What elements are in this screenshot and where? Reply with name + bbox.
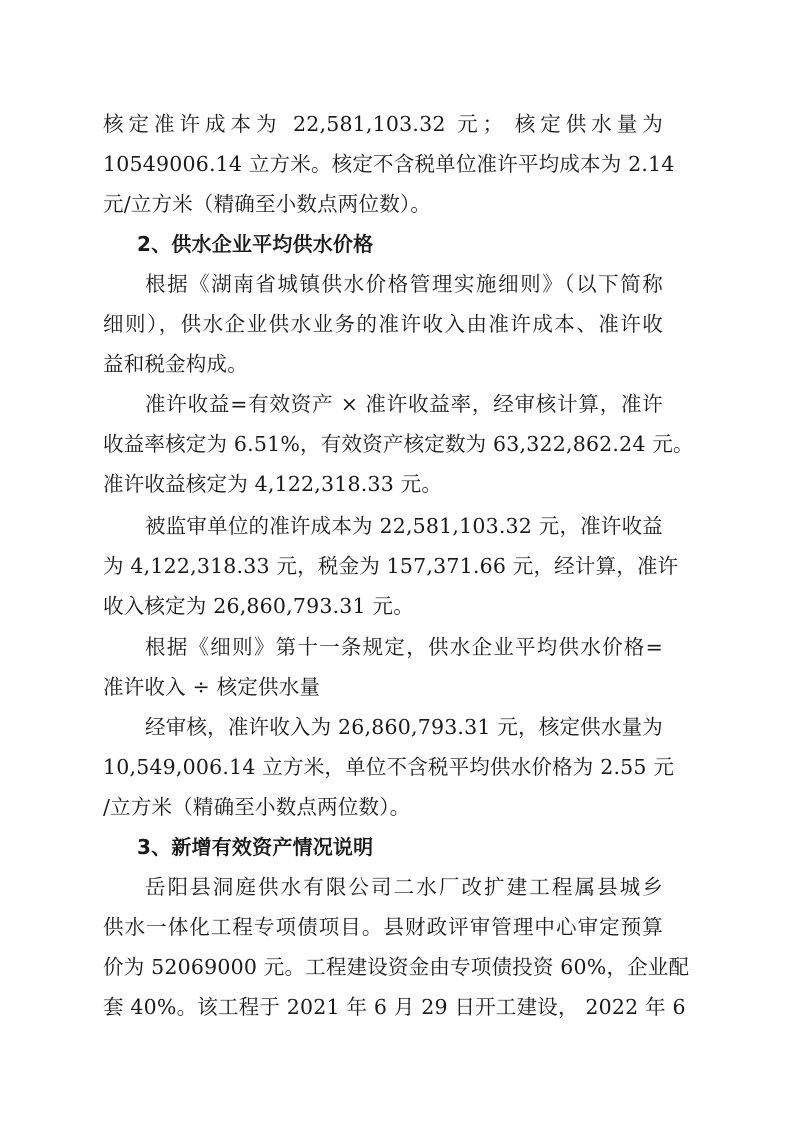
text-line: 元/立方米（精确至小数点两位数）。 (103, 192, 432, 216)
text-line: 根据《湖南省城镇供水价格管理实施细则》（以下简称 (145, 272, 663, 296)
text-line: 准许收入 ÷ 核定供水量 (103, 675, 321, 699)
text-line: 收入核定为 26,860,793.31 元。 (103, 594, 414, 618)
text-line: 收益率核定为 6.51%，有效资产核定数为 63,322,862.24 元。 (103, 432, 694, 456)
text-line: 经审核，准许收入为 26,860,793.31 元，核定供水量为 (145, 715, 663, 739)
text-line: 为 4,122,318.33 元，税金为 157,371.66 元，经计算，准许 (103, 554, 679, 578)
text-line: 价为 52069000 元。工程建设资金由专项债投资 60%，企业配 (103, 955, 690, 979)
text-line: 被监审单位的准许成本为 22,581,103.32 元，准许收益 (145, 514, 663, 538)
text-line: 核定准许成本为 22,581,103.32 元； 核定供水量为 (103, 112, 663, 136)
text-line: 准许收益=有效资产 × 准许收益率，经审核计算，准许 (145, 392, 663, 416)
text-line: 益和税金构成。 (103, 352, 248, 376)
text-line: /立方米（精确至小数点两位数）。 (103, 795, 411, 819)
text-line: 套 40%。该工程于 2021 年 6 月 29 日开工建设， 2022 年 6 (103, 995, 686, 1019)
text-line: 供水一体化工程专项债项目。县财政评审管理中心审定预算 (103, 915, 663, 939)
text-line: 细则），供水企业供水业务的准许收入由准许成本、准许收 (103, 312, 663, 336)
text-line: 岳阳县洞庭供水有限公司二水厂改扩建工程属县城乡 (145, 875, 663, 899)
section-heading-3: 3、新增有效资产情况说明 (137, 835, 374, 859)
text-line: 准许收益核定为 4,122,318.33 元。 (103, 472, 443, 496)
text-line: 10549006.14 立方米。核定不含税单位准许平均成本为 2.14 (103, 152, 675, 176)
text-line: 根据《细则》第十一条规定，供水企业平均供水价格= (145, 635, 663, 659)
text-line: 10,549,006.14 立方米，单位不含税平均供水价格为 2.55 元 (103, 755, 675, 779)
section-heading-2: 2、供水企业平均供水价格 (137, 232, 374, 256)
